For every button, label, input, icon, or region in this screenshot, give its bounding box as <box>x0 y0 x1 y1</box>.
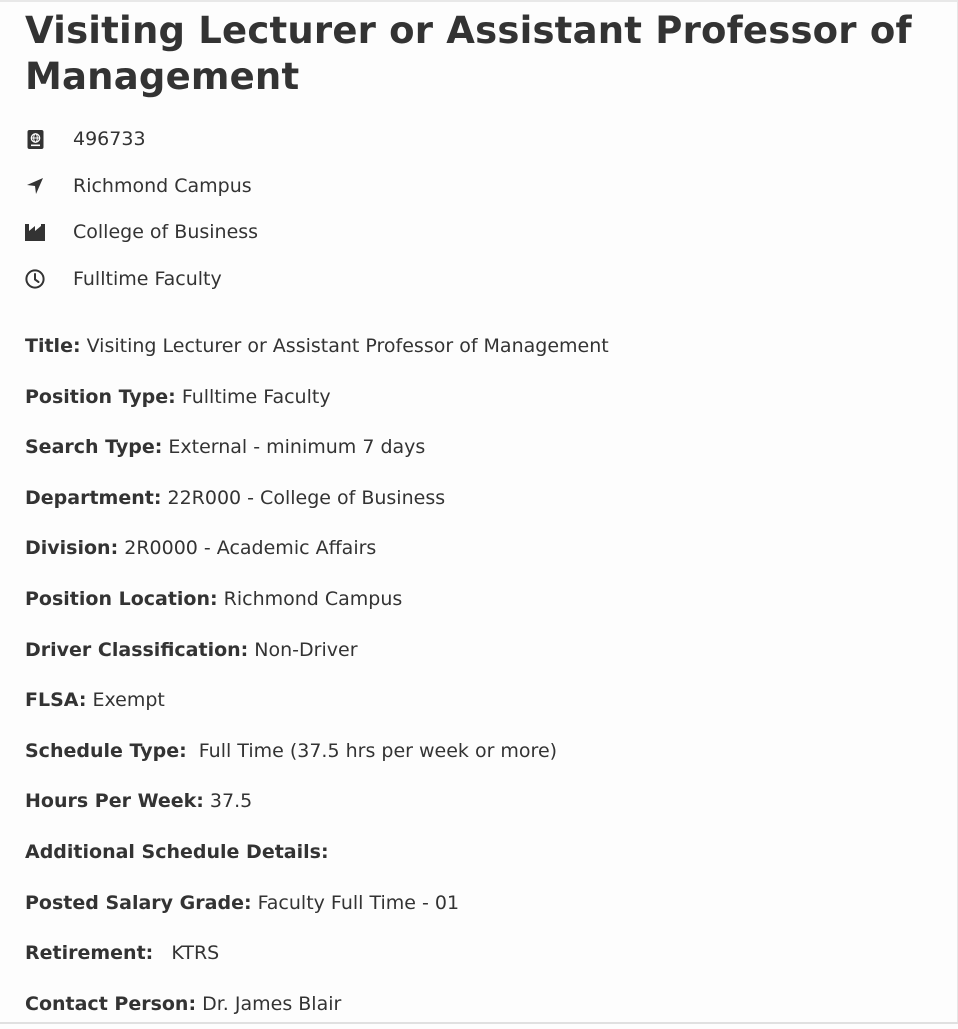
detail-row-hours-per-week <box>25 776 935 827</box>
detail-label: Schedule Type: <box>25 739 187 762</box>
detail-value: 2R0000 - Academic Affairs <box>118 537 377 560</box>
detail-label: Hours Per Week: <box>25 790 204 813</box>
location-arrow-icon <box>25 176 45 196</box>
clock-icon <box>25 269 45 289</box>
detail-value: KTRS <box>153 942 220 965</box>
detail-value: External - minimum 7 days <box>162 436 426 459</box>
detail-value: Dr. James Blair <box>196 992 342 1015</box>
detail-value: 37.5 <box>203 790 253 813</box>
meta-department-text: College of Business <box>73 221 259 244</box>
detail-label: Division: <box>25 537 119 560</box>
detail-value: Non-Driver <box>248 638 358 661</box>
detail-row-division <box>25 523 935 574</box>
detail-row-search-type <box>25 422 935 473</box>
passport-icon <box>25 129 45 149</box>
detail-value: Faculty Full Time - 01 <box>251 891 460 914</box>
detail-value: Visiting Lecturer or Assistant Professor of Management <box>80 335 609 357</box>
job-meta-list <box>25 116 925 302</box>
detail-value: Fulltime Faculty <box>175 385 331 408</box>
detail-label: Position Type: <box>25 385 176 408</box>
meta-department <box>25 209 925 256</box>
meta-type <box>25 256 925 303</box>
detail-row-department <box>25 473 935 524</box>
detail-label: Driver Classification: <box>25 638 249 661</box>
meta-location <box>25 163 925 210</box>
meta-type-text: Fulltime Faculty <box>73 267 222 290</box>
industry-icon <box>25 222 45 242</box>
detail-label: Title: <box>25 335 81 357</box>
meta-location-text: Richmond Campus <box>73 174 252 197</box>
detail-label: Contact Person: <box>25 992 197 1015</box>
detail-row-schedule-type <box>25 726 935 777</box>
detail-row-flsa <box>25 675 935 726</box>
meta-job-id-text: 496733 <box>73 128 146 151</box>
detail-label: Search Type: <box>25 436 163 459</box>
detail-value: 22R000 - College of Business <box>161 486 446 509</box>
detail-row-title <box>25 321 935 372</box>
detail-row-position-location <box>25 574 935 625</box>
meta-job-id <box>25 116 925 163</box>
detail-label: Position Location: <box>25 587 218 610</box>
detail-row-salary-grade <box>25 878 935 929</box>
detail-row-additional-schedule <box>25 827 935 878</box>
detail-row-position-type <box>25 372 935 423</box>
detail-label: Department: <box>25 486 162 509</box>
detail-row-driver-classification <box>25 625 935 676</box>
top-border <box>0 0 958 2</box>
detail-label: Additional Schedule Details: <box>25 840 329 863</box>
job-title: Visiting Lecturer or Assistant Professor of Management <box>25 9 912 98</box>
detail-value: Full Time (37.5 hrs per week or more) <box>186 739 558 762</box>
detail-label: Posted Salary Grade: <box>25 891 252 914</box>
detail-label: FLSA: <box>25 689 87 712</box>
detail-row-retirement <box>25 928 935 979</box>
detail-value: Richmond Campus <box>217 587 403 610</box>
detail-value: Exempt <box>86 689 165 712</box>
detail-label: Retirement: <box>25 942 154 965</box>
job-details <box>25 321 935 1029</box>
